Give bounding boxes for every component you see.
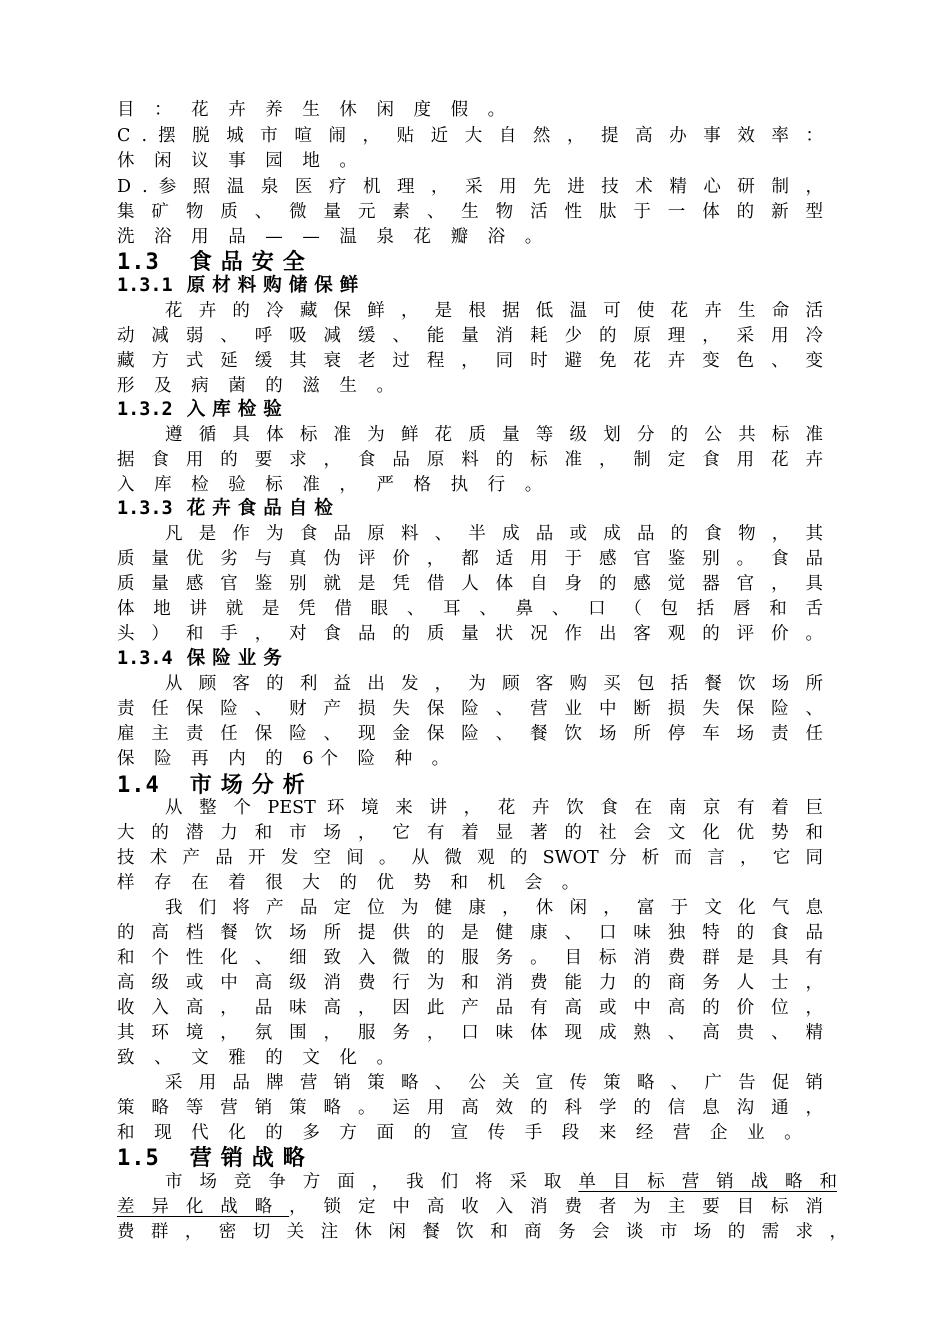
body-line: 收 入 高 ， 品 味 高 ， 因 此 产 品 有 高 或 中 高 的 价 位 ，: [117, 998, 823, 1018]
body-line: 从 整 个 PEST 环 境 来 讲 ， 花 卉 饮 食 在 南 京 有 着 巨: [165, 798, 823, 818]
subsection-number: 1.3.2: [117, 399, 173, 420]
subsection-heading-1-3-3: [117, 497, 340, 521]
section-heading-1-3: [117, 248, 314, 276]
subsection-title: 花卉食品自检: [186, 498, 340, 519]
body-line: 大 的 潜 力 和 市 场 ， 它 有 着 显 著 的 社 会 文 化 优 势 和: [117, 823, 823, 843]
underlined-text: 差 异 化 战 略: [117, 1197, 290, 1217]
body-line: 技 术 产 品 开 发 空 间 。 从 微 观 的 SWOT 分 析 而 言 ， 它 同: [117, 848, 823, 868]
subsection-heading-1-3-2: [117, 398, 289, 422]
body-line: 的 高 档 餐 饮 场 所 提 供 的 是 健 康 、 口 味 独 特 的 食 品: [117, 923, 823, 943]
section-heading-1-5: [117, 1144, 314, 1172]
body-line: 保 险 再 内 的 6个 险 种 。: [117, 749, 457, 769]
body-line: 休 闲 议 事 园 地 。: [117, 151, 364, 171]
subsection-title: 原材料购储保鲜: [186, 275, 366, 296]
body-line: 从 顾 客 的 利 益 出 发 ， 为 顾 客 购 买 包 括 餐 饮 场 所: [165, 674, 823, 694]
body-line: 质 量 感 官 鉴 别 就 是 凭 借 人 体 自 身 的 感 觉 器 官 ， 具: [117, 574, 823, 594]
section-number: 1.3: [117, 250, 160, 275]
body-line: 和 现 代 化 的 多 方 面 的 宣 传 手 段 来 经 营 企 业 。: [117, 1123, 809, 1143]
subsection-number: 1.3.1: [117, 275, 173, 296]
subsection-number: 1.3.3: [117, 498, 173, 519]
body-line: 采 用 品 牌 营 销 策 略 、 公 关 宣 传 策 略 、 广 告 促 销: [165, 1073, 823, 1093]
body-line: 头 ） 和 手 ， 对 食 品 的 质 量 状 况 作 出 客 观 的 评 价 。: [117, 624, 823, 644]
subsection-heading-1-3-4: [117, 647, 289, 671]
body-line: 样 存 在 着 很 大 的 优 势 和 机 会 。: [117, 873, 587, 893]
body-line: 动 减 弱 、 呼 吸 减 缓 、 能 量 消 耗 少 的 原 理 ， 采 用 冷: [117, 326, 823, 346]
body-line: 和 个 性 化 、 细 致 入 微 的 服 务 。 目 标 消 费 群 是 具 有: [117, 948, 823, 968]
body-line: 策 略 等 营 销 策 略 。 运 用 高 效 的 科 学 的 信 息 沟 通 ，: [117, 1098, 823, 1118]
subsection-title: 保险业务: [186, 648, 289, 669]
body-line: 费 群 ， 密 切 关 注 休 闲 餐 饮 和 商 务 会 谈 市 场 的 需 求 ，: [117, 1222, 847, 1242]
body-line: 据 食 用 的 要 求 ， 食 品 原 料 的 标 准 ， 制 定 食 用 花 卉: [117, 450, 823, 470]
section-title: 营销战略: [189, 1145, 314, 1171]
body-line: 花 卉 的 冷 藏 保 鲜 ， 是 根 据 低 温 可 使 花 卉 生 命 活: [165, 301, 823, 321]
body-line: [117, 1195, 823, 1219]
body-line: 入 库 检 验 标 准 ， 严 格 执 行 。: [117, 475, 550, 495]
body-line: 形 及 病 菌 的 滋 生 。: [117, 376, 401, 396]
body-line: D . 参 照 温 泉 医 疗 机 理 ， 采 用 先 进 技 术 精 心 研 制 ，: [117, 177, 823, 197]
body-text: 市 场 竞 争 方 面 ， 我 们 将 采 取: [165, 1172, 579, 1192]
body-line: 遵 循 具 体 标 准 为 鲜 花 质 量 等 级 划 分 的 公 共 标 准: [165, 425, 823, 445]
section-number: 1.4: [117, 773, 160, 798]
subsection-heading-1-3-1: [117, 274, 365, 298]
section-title: 食品安全: [189, 249, 314, 275]
body-line: 质 量 优 劣 与 真 伪 评 价 ， 都 适 用 于 感 官 鉴 别 。 食 品: [117, 549, 823, 569]
body-line: 集 矿 物 质 、 微 量 元 素 、 生 物 活 性 肽 于 一 体 的 新 型: [117, 202, 823, 222]
body-line: 责 任 保 险 、 财 产 损 失 保 险 、 营 业 中 断 损 失 保 险 、: [117, 699, 823, 719]
body-line: 其 环 境 ， 氛 围 ， 服 务 ， 口 味 体 现 成 熟 、 高 贵 、 精: [117, 1023, 823, 1043]
body-line: 目 ： 花 卉 养 生 休 闲 度 假 。: [117, 100, 513, 120]
body-line: 雇 主 责 任 保 险 、 现 金 保 险 、 餐 饮 场 所 停 车 场 责 任: [117, 724, 823, 744]
body-line: 洗 浴 用 品 — — 温 泉 花 瓣 浴 。: [117, 227, 550, 247]
section-title: 市场分析: [189, 772, 314, 798]
subsection-number: 1.3.4: [117, 648, 173, 669]
body-line: 凡 是 作 为 食 品 原 料 、 半 成 品 或 成 品 的 食 物 ， 其: [165, 524, 823, 544]
section-number: 1.5: [117, 1146, 160, 1171]
underlined-text: 单 目 标 营 销 战 略 和: [578, 1172, 837, 1192]
subsection-title: 入库检验: [186, 399, 289, 420]
section-heading-1-4: [117, 771, 314, 799]
body-line: C . 摆 脱 城 市 喧 闹 ， 贴 近 大 自 然 ， 提 高 办 事 效 率 ：: [117, 126, 823, 146]
body-line: [165, 1170, 837, 1194]
body-text: ， 锁 定 中 高 收 入 消 费 者 为 主 要 目 标 消: [289, 1197, 823, 1217]
body-line: 致 、 文 雅 的 文 化 。: [117, 1048, 401, 1068]
body-line: 高 级 或 中 高 级 消 费 行 为 和 消 费 能 力 的 商 务 人 士 ，: [117, 973, 823, 993]
body-line: 我 们 将 产 品 定 位 为 健 康 ， 休 闲 ， 富 于 文 化 气 息: [165, 898, 823, 918]
body-line: 体 地 讲 就 是 凭 借 眼 、 耳 、 鼻 、 口 （ 包 括 唇 和 舌: [117, 599, 823, 619]
body-line: 藏 方 式 延 缓 其 衰 老 过 程 ， 同 时 避 免 花 卉 变 色 、 变: [117, 351, 823, 371]
